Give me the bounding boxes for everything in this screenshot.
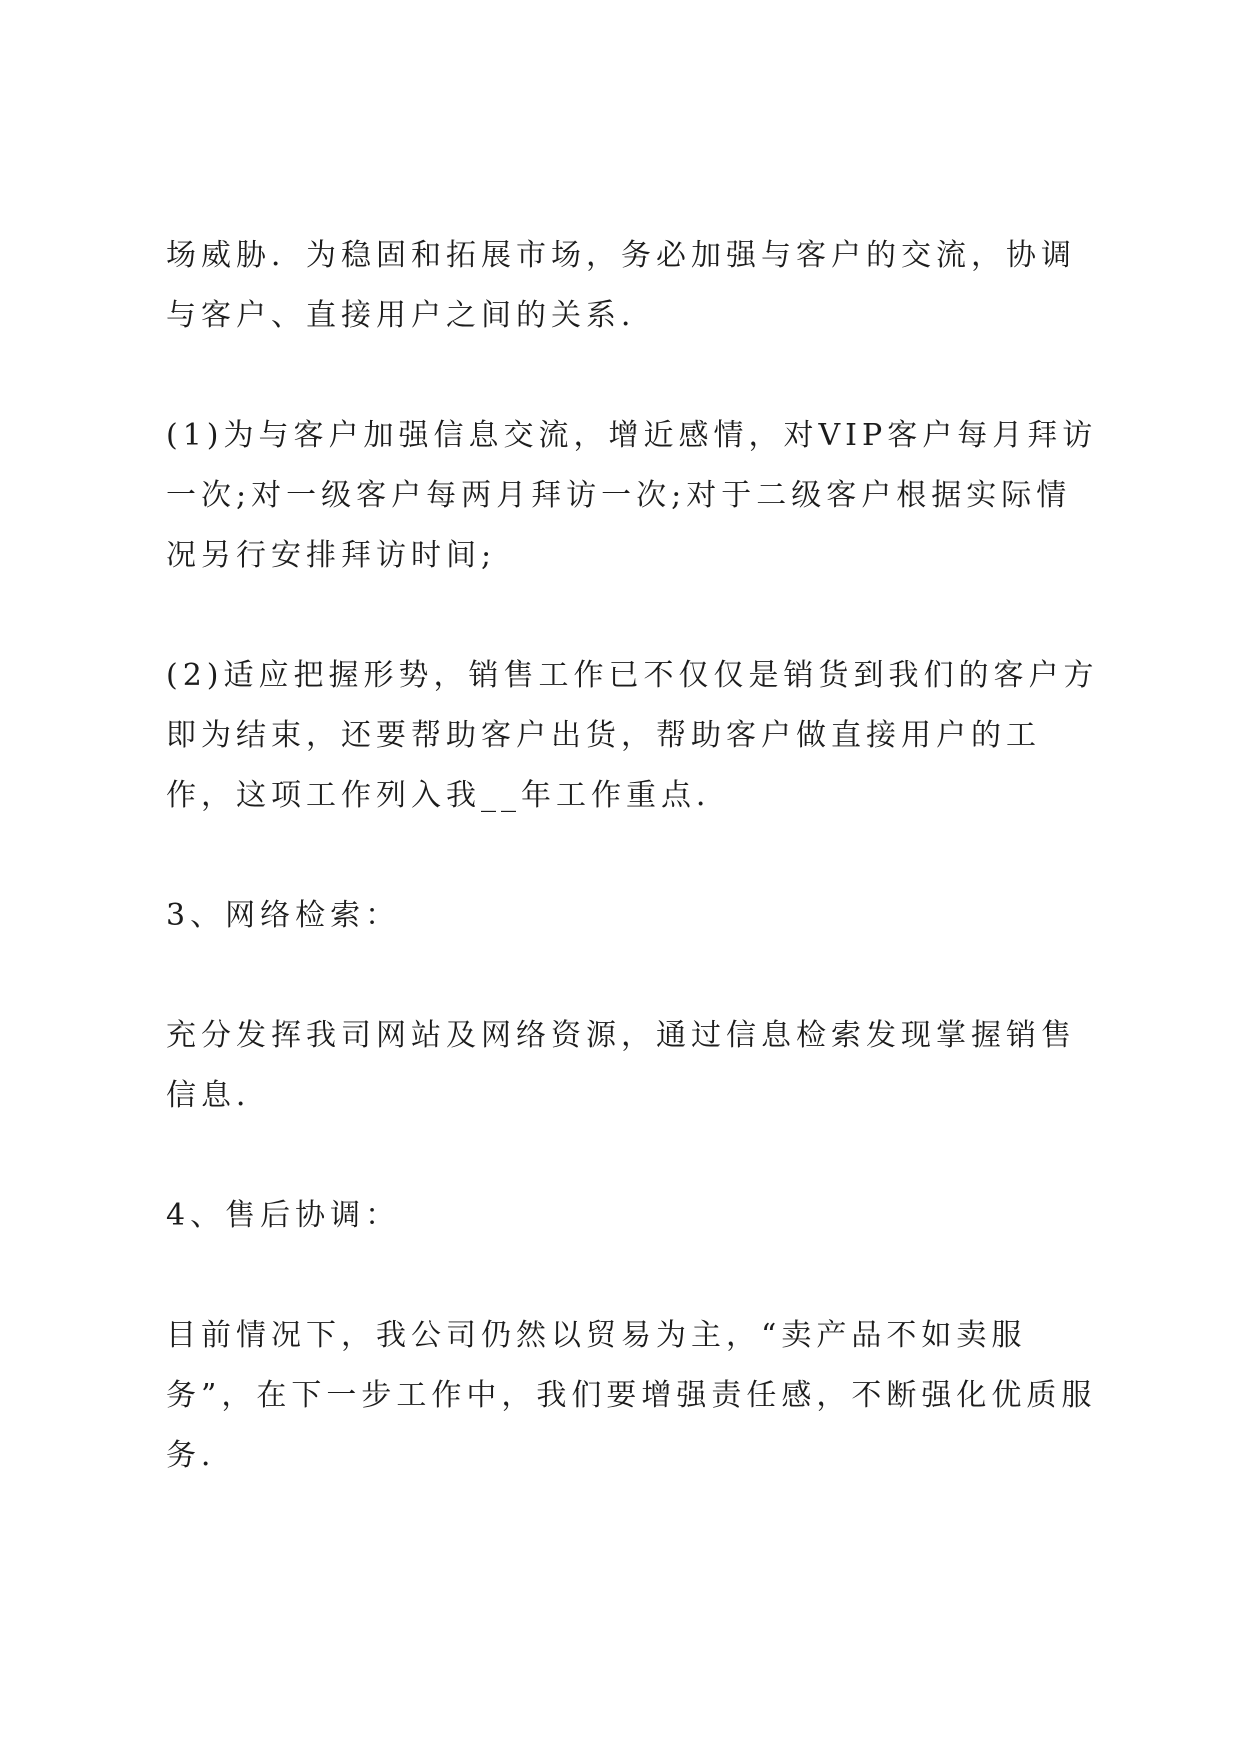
section-heading-network-search: 3、网络检索：	[166, 898, 401, 933]
paragraph-market-threat: 场威胁．为稳固和拓展市场，务必加强与客户的交流，协调与客户、直接用户之间的关系．	[166, 238, 1076, 333]
paragraph-item-1-visits: (1)为与客户加强信息交流，增近感情，对VIP客户每月拜访一次;对一级客户每两月拜访一次;对于二级客户根据实际情况另行安排拜访时间;	[166, 418, 1098, 573]
paragraph-item-2-situation: (2)适应把握形势，销售工作已不仅仅是销货到我们的客户方即为结束，还要帮助客户出货，帮助客户做直接用户的工作，这项工作列入我__年工作重点．	[166, 658, 1099, 813]
document-body	[166, 226, 1101, 1546]
paragraph-network-resources: 充分发挥我司网站及网络资源，通过信息检索发现掌握销售信息．	[166, 1018, 1076, 1113]
section-heading-after-sales: 4、售后协调：	[166, 1198, 401, 1233]
paragraph-after-sales-service: 目前情况下，我公司仍然以贸易为主，“卖产品不如卖服务”，在下一步工作中，我们要增强责任感，不断强化优质服务．	[166, 1318, 1097, 1473]
